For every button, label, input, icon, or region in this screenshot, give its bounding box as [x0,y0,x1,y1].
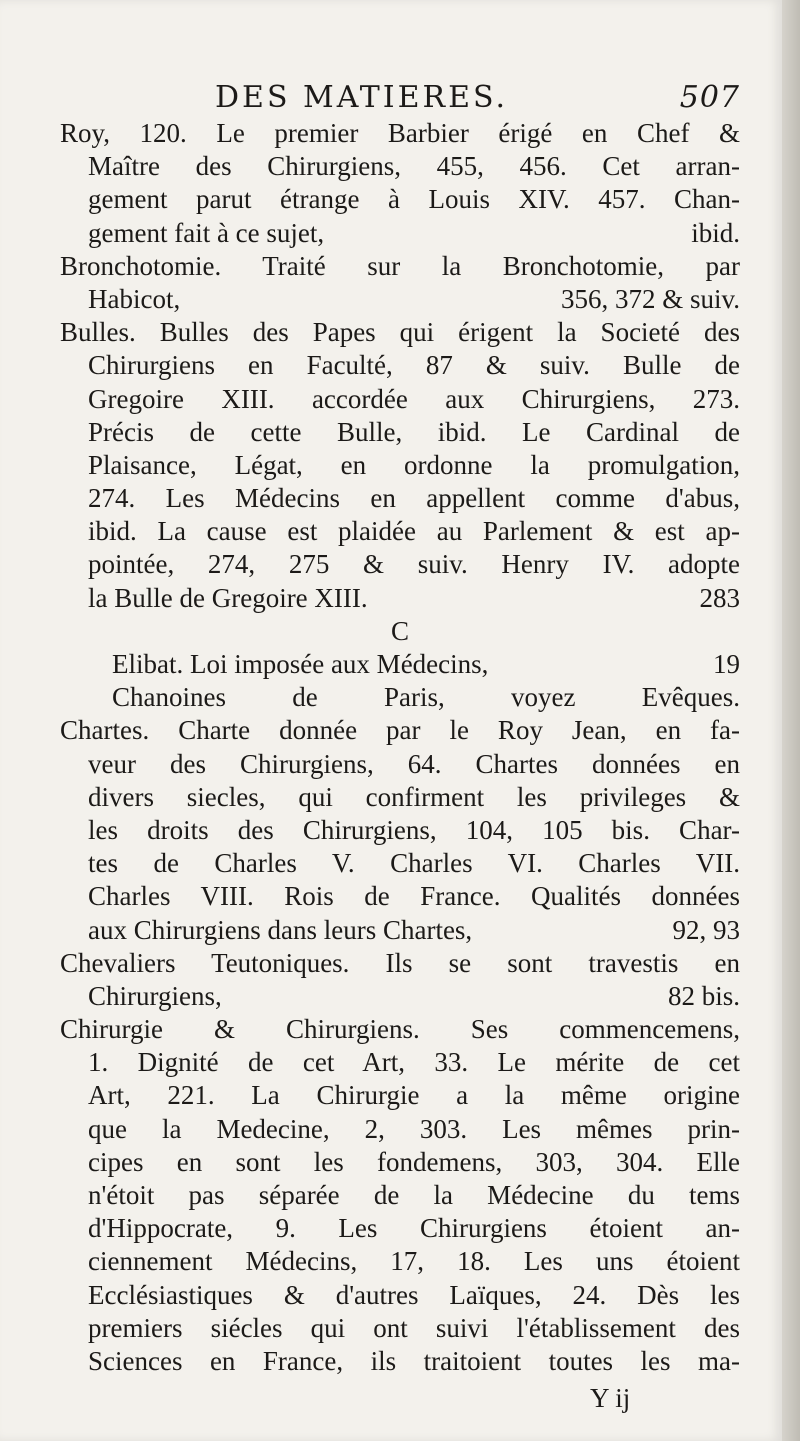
line-text: Chanoines de Paris, voyez Evêques. [112,682,740,713]
index-line [60,383,740,416]
line-text: 1. Dignité de cet Art, 33. Le mérite de cet [88,1047,740,1078]
line-text: Charles VIII. Rois de France. Qualités données [88,881,740,912]
line-text: gement parut étrange à Louis XIV. 457. Chan- [88,184,740,215]
index-line [60,217,740,250]
line-text: pointée, 274, 275 & suiv. Henry IV. adopte [88,549,740,580]
line-text: ciennement Médecins, 17, 18. Les uns étoient [88,1246,740,1277]
line-text: n'étoit pas séparée de la Médecine du tems [88,1180,740,1210]
index-line [60,582,740,615]
line-text: que la Medecine, 2, 303. Les mêmes prin- [88,1113,740,1144]
line-text: Chirurgiens, [88,980,222,1011]
index-line [60,1179,740,1212]
line-text: gement fait à ce sujet, [88,217,325,248]
line-text: premiers siécles qui ont suivi l'établissement des [88,1312,740,1343]
index-line [60,714,740,747]
page-reference: 283 [699,582,740,613]
line-text: Habicot, [88,283,181,314]
index-line [60,1046,740,1079]
index-line [60,349,740,382]
index-line [60,117,740,150]
line-text: Bronchotomie. Traité sur la Bronchotomie, par [60,250,740,281]
page-reference: 92, 93 [672,914,740,945]
index-text [60,117,740,1378]
line-text: ibid. La cause est plaidée au Parlement & est ap- [88,516,740,547]
index-line [60,781,740,814]
index-line [60,681,740,714]
index-line [60,1212,740,1245]
line-text: Ecclésiastiques & d'autres Laïques, 24. Dès les [88,1279,740,1310]
index-line [60,1113,740,1146]
page-reference: ibid. [691,217,740,248]
index-line [60,183,740,216]
line-text: Gregoire XIII. accordée aux Chirurgiens, 273. [88,383,740,414]
index-line [60,947,740,980]
index-line [60,814,740,847]
line-text: Roy, 120. Le premier Barbier érigé en Chef & [60,118,740,148]
index-line [60,548,740,581]
index-line [60,847,740,880]
line-text: C [390,615,409,646]
signature-mark: Y ij [590,1383,631,1413]
index-line [60,1279,740,1312]
index-line [60,1079,740,1112]
index-line [60,1245,740,1278]
line-text: Chirurgiens en Faculté, 87 & suiv. Bulle de [88,350,740,381]
line-text: Chirurgie & Chirurgiens. Ses commencemens, [60,1014,740,1045]
section-letter [60,615,740,648]
index-line [60,1146,740,1179]
index-line [60,748,740,781]
running-title: DES MATIERES. [215,80,509,115]
line-text: d'Hippocrate, 9. Les Chirurgiens étoient an- [88,1213,740,1244]
line-text: veur des Chirurgiens, 64. Chartes données en [88,748,740,779]
index-line [60,449,740,482]
index-line [60,250,740,283]
index-line [60,515,740,548]
line-text: Chevaliers Teutoniques. Ils se sont travestis en [60,947,740,978]
line-text: Précis de cette Bulle, ibid. Le Cardinal de [88,416,740,447]
index-line [60,880,740,913]
page-reference: 82 bis. [667,980,740,1011]
index-line [60,914,740,947]
line-text: Elibat. Loi imposée aux Médecins, [112,649,489,679]
page-edge [782,0,800,1441]
index-line [60,1013,740,1046]
line-text: 274. Les Médecins en appellent comme d'abus, [88,483,740,514]
index-line [60,1345,740,1378]
index-line [60,416,740,449]
index-line [60,1312,740,1345]
line-text: tes de Charles V. Charles VI. Charles VII. [88,848,740,879]
line-text: Maître des Chirurgiens, 455, 456. Cet arran- [88,151,740,182]
line-text: Bulles. Bulles des Papes qui érigent la Societé des [60,317,740,348]
index-line [60,283,740,316]
line-text: Art, 221. La Chirurgie a la même origine [88,1080,740,1111]
line-text: les droits des Chirurgiens, 104, 105 bis. Char- [88,814,740,845]
index-line [60,150,740,183]
index-line [60,980,740,1013]
line-text: divers siecles, qui confirment les privileges & [88,781,740,812]
page-reference: 19 [713,649,740,679]
index-line [60,482,740,515]
index-line [60,648,740,681]
line-text: aux Chirurgiens dans leurs Chartes, [88,914,473,945]
line-text: Chartes. Charte donnée par le Roy Jean, en fa- [60,715,740,746]
page-reference: 356, 372 & suiv. [560,283,740,314]
line-text: la Bulle de Gregoire XIII. [88,582,368,613]
line-text: Sciences en France, ils traitoient toutes les ma- [88,1345,740,1376]
page-number: 507 [679,80,740,115]
running-head [215,80,740,120]
index-line [60,316,740,349]
line-text: cipes en sont les fondemens, 303, 304. Elle [88,1146,740,1177]
line-text: Plaisance, Légat, en ordonne la promulgation, [88,449,740,480]
